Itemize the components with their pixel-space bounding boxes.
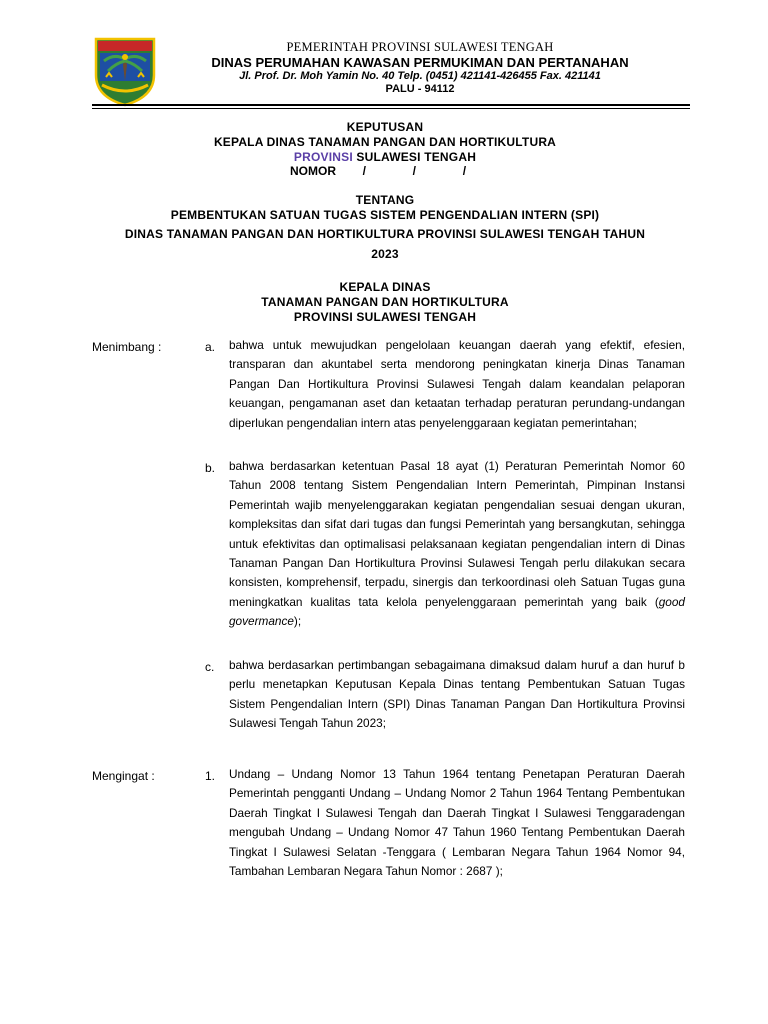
menimbang-item-b-italic: good govermance: [229, 594, 685, 629]
title-tentang: TENTANG: [355, 193, 415, 207]
mengingat-label: Mengingat :: [92, 769, 155, 783]
mengingat-item-1-text: Undang – Undang Nomor 13 Tahun 1964 tentang Penetapan Peraturan Daerah Pemerintah pengganti Undang – Undang Nomor 2 Tahun 1964 Tentang Pembentukan Daerah Tingkat I Sulawesi Tengah dan Daerah Tingkat I Sulawesi Tenggaradengan mengubah Undang – Undang Nomor 47 Tahun 1960 Tentang Pembentukan Daerah Tingkat I Sulawesi Selatan -Tenggara ( Lembaran Negara Tahun 1964 Nomor 94, Tambahan Lembaran Negara Tahun Nomor : 2687 );: [229, 767, 685, 879]
menimbang-item-b-body: bahwa berdasarkan ketentuan Pasal 18 ayat (1) Peraturan Pemerintah Nomor 60 Tahun 2008 tentang Sistem Pengendalian Intern Pemerintah, Pimpinan Instansi Pemerintah wajib menyelenggarakan kegiatan pengendalian sesuai dengan ukuran, kompleksitas dan sifat dari tugas dan fungsi Pemerintah yang bersangkutan, sehingga untuk efektivitas dan optimalisasi pelaksanaan kegiatan pengendalian intern di Dinas Tanaman Pangan Dan Hortikultura Provinsi Sulawesi Tengah perlu dilakukan secara konsisten, komprehensif, terpadu, sinergis dan terkoordinasi oleh Satuan Tugas guna meningkatkan kualitas tata kelola penyelenggaraan pemerintah yang baik (: [229, 459, 685, 609]
signatory-office: TANAMAN PANGAN DAN HORTIKULTURA: [261, 295, 509, 309]
letterhead-rule-thin: [92, 108, 690, 109]
letterhead-agency: DINAS PERUMAHAN KAWASAN PERMUKIMAN DAN PERTANAHAN: [211, 55, 629, 70]
title-subject-line1: PEMBENTUKAN SATUAN TUGAS SISTEM PENGENDALIAN INTERN (SPI): [170, 208, 600, 222]
title-provinsi: [60, 150, 710, 164]
signatory-province: PROVINSI SULAWESI TENGAH: [293, 310, 477, 324]
title-provinsi-rest: SULAWESI TENGAH: [352, 150, 477, 164]
title-keputusan: KEPUTUSAN: [346, 120, 424, 134]
menimbang-item-b-tail: );: [293, 614, 302, 629]
menimbang-item-c-text: bahwa berdasarkan pertimbangan sebagaimana dimaksud dalam huruf a dan huruf b perlu menetapkan Keputusan Kepala Dinas tentang Pembentukan Satuan Tugas Sistem Pengendalian Intern (SPI) Dinas Tanaman Pangan Dan Hortikultura Provinsi Sulawesi Tengah Tahun 2023;: [229, 658, 685, 731]
title-subject-line2: DINAS TANAMAN PANGAN DAN HORTIKULTURA PROVINSI SULAWESI TENGAH TAHUN: [124, 227, 646, 241]
sulawesi-tengah-emblem-icon: [92, 35, 158, 107]
title-provinsi-word: PROVINSI: [293, 150, 353, 164]
menimbang-label: Menimbang :: [92, 340, 162, 354]
menimbang-item-c-marker: c.: [205, 660, 215, 674]
title-nomor: NOMOR / / /: [290, 164, 467, 178]
letterhead-address: Jl. Prof. Dr. Moh Yamin No. 40 Telp. (0451) 421141-426455 Fax. 421141: [239, 70, 601, 82]
letterhead-rule-thick: [92, 104, 690, 106]
letterhead-government: PEMERINTAH PROVINSI SULAWESI TENGAH: [286, 40, 554, 54]
menimbang-item-a-marker: a.: [205, 340, 216, 354]
menimbang-item-b-marker: b.: [205, 461, 216, 475]
title-subject-line3: 2023: [371, 247, 399, 261]
signatory-title: KEPALA DINAS: [339, 280, 431, 294]
title-kepala-dinas: KEPALA DINAS TANAMAN PANGAN DAN HORTIKULTURA: [213, 135, 557, 149]
letterhead-city: PALU - 94112: [385, 83, 455, 95]
menimbang-item-b-text: [229, 457, 685, 632]
menimbang-item-a-text: bahwa untuk mewujudkan pengelolaan keuangan daerah yang efektif, efesien, transparan dan akuntabel serta mendorong peningkatan kinerja Dinas Tanaman Pangan Dan Hortikultura Provinsi Sulawesi Tengah dalam keandalan pelaporan keuangan, pengamanan aset dan ketaatan terhadap peraturan perundang-undangan diperlukan pengendalian intern atas penyelenggaraan kegiatan pemerintahan;: [229, 338, 685, 430]
mengingat-item-1-marker: 1.: [205, 769, 216, 783]
